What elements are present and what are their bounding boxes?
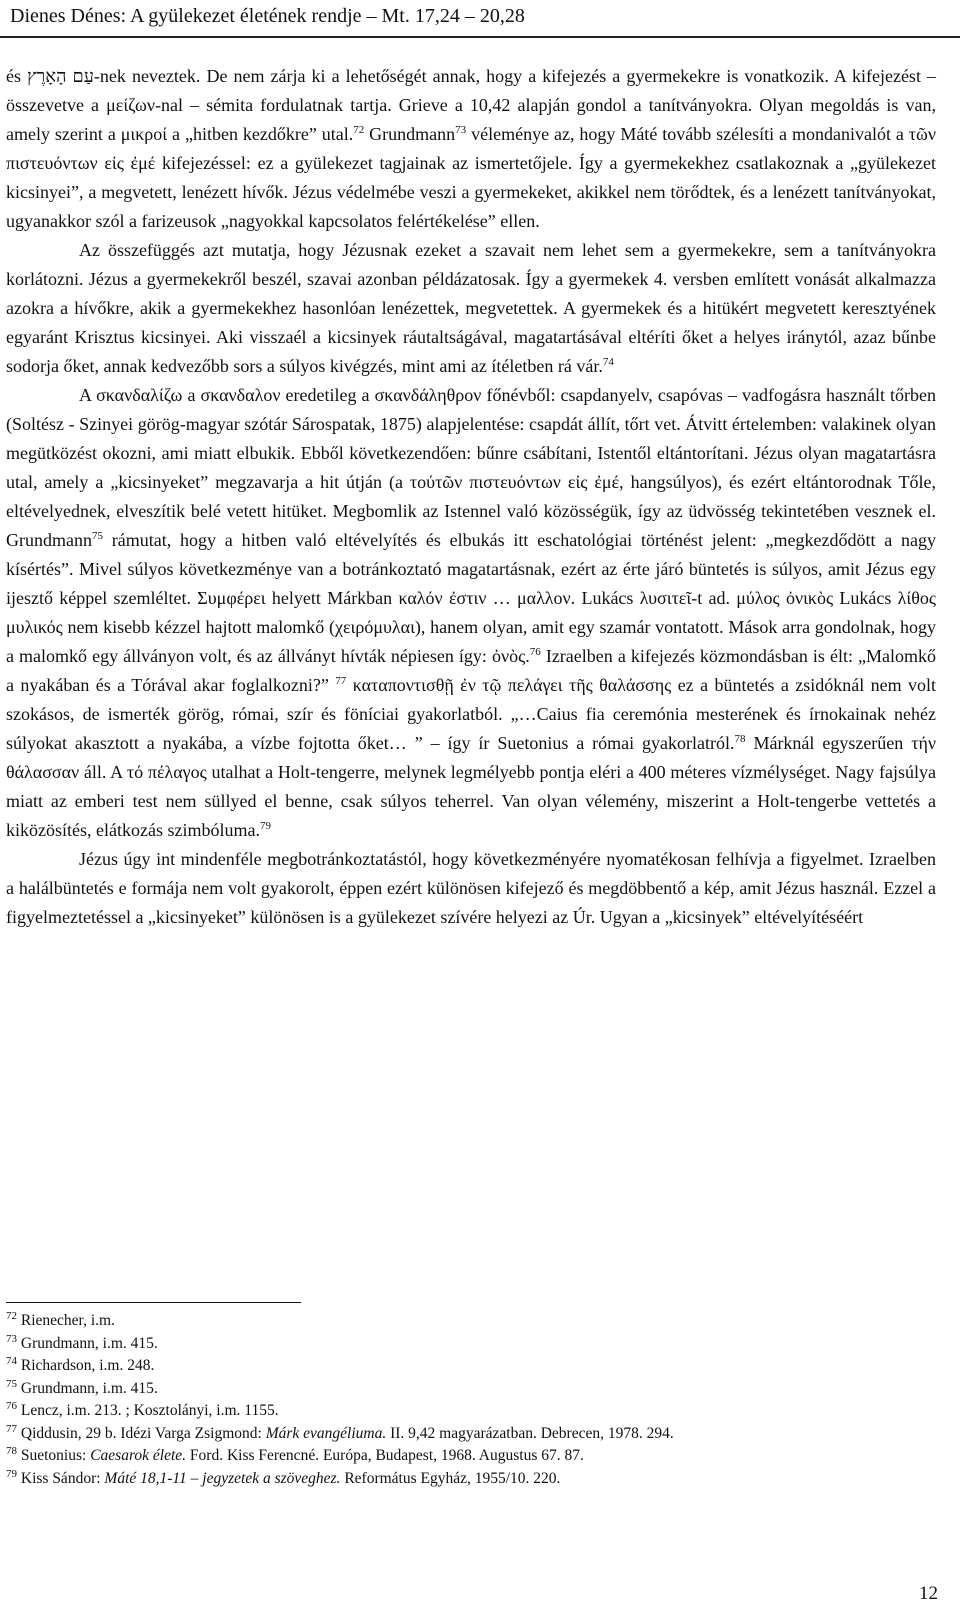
body-paragraph xyxy=(6,381,936,845)
paragraph-text: Az összefüggés azt mutatja, hogy Jézusnak ezeket a szavait nem lehet sem a gyermekekre, sem a tanítványokra korlátozni. Jézus a gyermekekről beszél, szavai azonban példázatosak. Így a gyermekek 4. versben említett vonását alkalmazza azokra a hívőkre, akik a gyermekekhez hasonlóan lenézettek, megvetettek. A gyermekek és a hitükért megvetett keresztyének egyaránt Krisztus kicsinyei. Aki visszaél a kicsinyek ráutaltságával, magatartásával eltéríti őket a helyes iránytól, azaz bűnbe sodorja őket, annak kedvezőbb sors a súlyos kivégzés, mint ami az ítéletben rá vár. xyxy=(6,240,936,376)
paragraph-text: Grundmann xyxy=(364,124,456,144)
body-text xyxy=(6,62,936,932)
footnote-text: Lencz, i.m. 213. ; Kosztolányi, i.m. 1155. xyxy=(20,1402,279,1419)
footnote-text: Suetonius: xyxy=(20,1447,91,1464)
footnote-item xyxy=(6,1333,936,1356)
footnote-item xyxy=(6,1445,936,1468)
footnote-number: 72 xyxy=(6,1309,17,1322)
footnote-number: 75 xyxy=(6,1377,17,1390)
footnote-text: Ford. Kiss Ferencné. Európa, Budapest, 1968. Augustus 67. 87. xyxy=(186,1447,584,1464)
footnote-item xyxy=(6,1468,936,1491)
paragraph-text: Izraelben a kifejezés közmondásban is élt: „Malomkő a nyakában és a Tórával akar foglalkozni?” xyxy=(6,646,937,695)
footnote-item xyxy=(6,1378,936,1401)
body-paragraph xyxy=(6,62,936,236)
paragraph-text: Márknál egyszerűen τήν θάλασσαν áll. A τό πέλαγος utalhat a Holt-tengerre, melynek legmélyebb pontja eléri a 400 méteres vízmélységet. Nagy fajsúlya miatt az emberi test nem süllyed el benne, csak súlyos teherrel. Van olyan vélemény, miszerint a Holt-tengerbe vettetés a kiközösítés, elátkozás szimbóluma. xyxy=(6,733,936,840)
body-paragraph xyxy=(6,236,936,381)
footnote-separator xyxy=(6,1302,301,1303)
footnote-text: Qiddusin, 29 b. Idézi Varga Zsigmond: xyxy=(20,1424,266,1442)
footnote-text: Grundmann, i.m. 415. xyxy=(20,1334,158,1352)
footnote-number: 79 xyxy=(6,1467,17,1480)
footnote-reference[interactable]: 73 xyxy=(455,124,467,136)
paragraph-text: καταποντισθῇ ἐν τῷ πελάγει τῆς θαλάσσης ez a büntetés a zsidóknál nem volt szokásos, de ismerték görög, római, szír és föníciai gyakorlatból. „…Caius fia ceremónia mesterének és írnokainak nehéz súlyokat akasztott a nyakába, a vízbe fojtotta őket… ” – így ír Suetonius a római gyakorlatról. xyxy=(6,675,936,753)
footnote-number: 77 xyxy=(6,1422,17,1435)
footnote-text: Richardson, i.m. 248. xyxy=(20,1357,155,1374)
footnote-text: Márk evangéliuma. xyxy=(265,1424,387,1442)
footnote-reference[interactable]: 77 xyxy=(335,675,347,687)
footnote-text: Kiss Sándor: xyxy=(20,1469,105,1487)
page-number: 12 xyxy=(919,1583,938,1604)
footnote-text: Caesarok élete. xyxy=(90,1447,187,1464)
footnote-number: 78 xyxy=(6,1444,17,1457)
footnote-number: 76 xyxy=(6,1399,17,1412)
footnote-item xyxy=(6,1423,936,1446)
footnote-text: II. 9,42 magyarázatban. Debrecen, 1978. 294. xyxy=(386,1424,674,1442)
header-rule xyxy=(0,36,960,38)
footnote-reference[interactable]: 76 xyxy=(529,646,541,658)
paragraph-text: rámutat, hogy a hitben való eltévelyítés és elbukás itt eschatológiai történést jelent: „megkezdődött a nagy kísértés”. Mivel súlyos következménye van a botránkoztató magatartásnak, ezért az érte járó büntetés is súlyos, amit Jézus egy ijesztő képpel szemléltet. Συμφέρει helyett Márkban καλόν ἐστιν … μαλλον. Lukács λυσιτεῖ-t ad. μύλος ὀνικὸς Lukács λίθος μυλικός nem kisebb kézzel hajtott malomkő (χειρόμυλαι), hanem olyan, amit egy szamár vontatott. Mások arra gondolnak, hogy a malomkő egy állványon volt, és az állványt hívták népiesen így: ὀνὸς. xyxy=(6,530,936,666)
footnote-item xyxy=(6,1310,936,1333)
footnote-text: Máté 18,1-11 – jegyzetek a szöveghez. xyxy=(104,1469,341,1487)
footnote-reference[interactable]: 79 xyxy=(259,820,271,832)
footnote-reference[interactable]: 72 xyxy=(353,124,365,136)
footnote-number: 73 xyxy=(6,1332,17,1345)
footnote-number: 74 xyxy=(6,1354,17,1367)
footnotes xyxy=(6,1310,936,1490)
body-paragraph xyxy=(6,845,936,932)
footnote-reference[interactable]: 75 xyxy=(91,530,103,542)
paragraph-text: véleménye az, hogy Máté tovább szélesíti a mondanivalót a τῶν πιστευόντων εἰς ἐμέ kifejezéssel: ez a gyülekezet tagjainak az ismertetőjele. Így a gyermekekhez csatlakoznak a „gyülekezet kicsinyei”, a megvetett, lenézett hívők. Jézus védelmébe veszi a gyermekeket, akikkel nem törődtek, és a lenézett tanítványokat, ugyanakkor szól a farizeusok „nagyokkal kapcsolatos felértékelése” ellen. xyxy=(6,124,937,231)
running-header: Dienes Dénes: A gyülekezet életének rendje – Mt. 17,24 – 20,28 xyxy=(10,5,525,27)
paragraph-text: Jézus úgy int mindenféle megbotránkoztatástól, hogy következményére nyomatékosan felhívja a figyelmet. Izraelben a halálbüntetés e formája nem volt gyakorolt, éppen ezért különösen kifejező és megdöbbentő a kép, amit Jézus használ. Ezzel a figyelmeztetéssel a „kicsinyeket” különösen is a gyülekezet szívére helyezi az Úr. Ugyan a „kicsinyek” eltévelyítéséért xyxy=(6,849,936,927)
footnote-text: Református Egyház, 1955/10. 220. xyxy=(340,1469,561,1487)
footnote-item xyxy=(6,1355,936,1378)
footnote-text: Grundmann, i.m. 415. xyxy=(20,1379,158,1397)
footnote-reference[interactable]: 78 xyxy=(734,733,746,745)
footnote-item xyxy=(6,1400,936,1423)
footnote-reference[interactable]: 74 xyxy=(602,356,614,368)
footnote-text: Rienecher, i.m. xyxy=(20,1312,115,1329)
paragraph-text: és עַם הָאָרֶץ-nek neveztek. De nem zárja ki a lehetőségét annak, hogy a kifejezés a gyermekekre is vonatkozik. A kifejezést – összevetve a μείζων-nal – sémita fordulatnak tartja. Grieve a 10,42 alapján gondol a tanítványokra. Olyan megoldás is van, amely szerint a μικροί a „hitben kezdőkre” utal. xyxy=(6,66,936,144)
paragraph-text: A σκανδαλίζω a σκανδαλον eredetileg a σκανδάληθρον főnévből: csapdanyelv, csapóvas – vadfogásra használt tőrben (Soltész - Szinyei görög-magyar szótár Sárospatak, 1875) alapjelentése: csapdát állít, tőrt vet. Átvitt értelemben: valakinek olyan megütközést okozni, ami miatt elbukik. Ebből következendően: bűnre csábítani, Istentől eltántorítani. Jézus olyan magatartásra utal, amely a „kicsinyeket” megzavarja a hit útján (a τούτῶν πιστευόντων εἰς ἐμέ, hangsúlyos), és ezért eltántorodnak Tőle, eltévelyednek, elveszítik belé vetett hitüket. Megbomlik az Istennel való közösségük, így az üdvösség tekintetében vesznek el. Grundmann xyxy=(6,385,936,550)
